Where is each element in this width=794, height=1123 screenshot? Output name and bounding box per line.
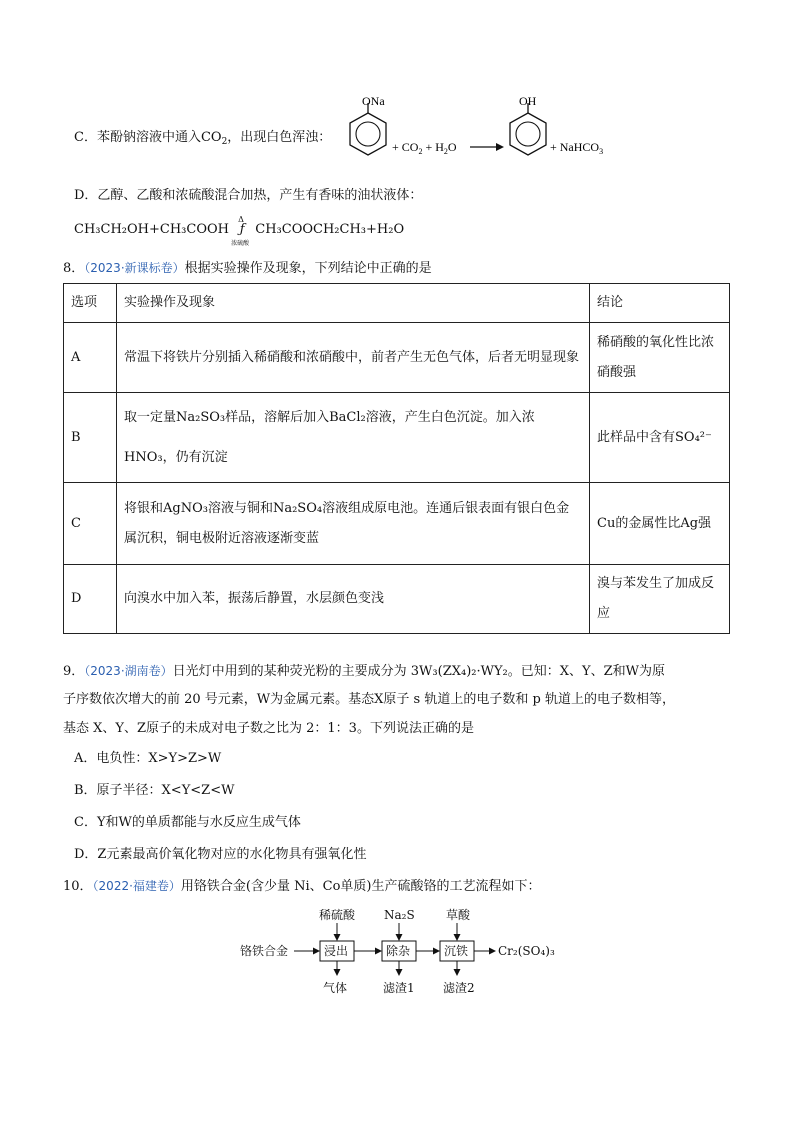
header-operation: 实验操作及现象	[117, 284, 590, 323]
row-operation: 向溴水中加入苯，振荡后静置，水层颜色变浅	[117, 565, 590, 634]
row-operation: 取一定量Na₂SO₃样品，溶解后加入BaCl₂溶液，产生白色沉淀。加入浓HNO₃，仍有沉淀	[117, 393, 590, 483]
catalyst-label: 浓硫酸	[231, 240, 250, 247]
phenoxide-reaction-diagram	[340, 95, 630, 175]
equation-middle: + $CO_2 + H_2O$	[392, 140, 457, 156]
oh-label: OH	[519, 95, 537, 108]
flow-output-1: 气体	[323, 981, 348, 995]
option-c-tail: ，出现白色浑浊：	[227, 130, 332, 145]
arrow-glyph: ƒ	[239, 222, 245, 237]
q9-option-b: B．原子半径：X<Y<Z<W	[74, 783, 235, 798]
flow-output-3: 滤渣2	[443, 981, 475, 995]
flow-step-1: 浸出	[324, 944, 349, 958]
flow-outputs-row	[319, 979, 599, 997]
table-row	[64, 565, 730, 634]
q9-option-d: D．Z元素最高价氧化物对应的水化物具有强氧化性	[74, 847, 367, 862]
question-source: （2023·新课标卷）	[84, 261, 185, 275]
row-option: D	[64, 565, 117, 634]
question-stem: 用铬铁合金(含少量 Ni、Co单质)生产硫酸铬的工艺流程如下：	[180, 879, 541, 894]
q9-stem-line1	[63, 661, 665, 682]
flow-step-3: 沉铁	[444, 944, 469, 958]
flow-product: Cr₂(SO₄)₃	[498, 944, 555, 958]
table-row	[64, 393, 730, 483]
row-option: C	[64, 483, 117, 565]
reaction-arrow	[470, 143, 504, 151]
row-conclusion: 溴与苯发生了加成反应	[590, 565, 730, 634]
flow-reagent-1: 稀硫酸	[319, 908, 356, 922]
question-number: 10．	[63, 879, 93, 894]
flow-output-2: 滤渣1	[383, 981, 415, 995]
q8-table	[63, 283, 730, 634]
q9-stem-line3: 基态 X、Y、Z原子的未成对电子数之比为 2：1：3。下列说法正确的是	[63, 721, 474, 736]
row-operation: 将银和AgNO₃溶液与铜和Na₂SO₄溶液组成原电池。连通后银表面有银白色金属沉积，铜电极附近溶液逐渐变蓝	[117, 483, 590, 565]
q7-option-c	[74, 128, 331, 152]
row-conclusion: Cu的金属性比Ag强	[590, 483, 730, 565]
table-header-row	[64, 284, 730, 323]
benzene-ring-reactant	[350, 103, 386, 155]
table-row	[64, 483, 730, 565]
benzene-ring-product	[510, 103, 546, 155]
header-conclusion: 结论	[590, 284, 730, 323]
option-c-text: C．苯酚钠溶液中通入CO	[74, 130, 222, 145]
onag-label: ONa	[362, 95, 385, 108]
equilibrium-arrow	[231, 215, 251, 247]
flow-reagent-2: Na₂S	[384, 908, 415, 922]
q7-option-d: D．乙醇、乙酸和浓硫酸混合加热，产生有香味的油状液体：	[74, 188, 423, 203]
row-operation: 常温下将铁片分别插入稀硝酸和浓硝酸中，前者产生无色气体，后者无明显现象	[117, 323, 590, 393]
q10-stem	[63, 876, 541, 897]
q8-stem	[63, 258, 432, 279]
header-option: 选项	[64, 284, 117, 323]
question-stem: 根据实验操作及现象，下列结论中正确的是	[184, 261, 432, 276]
equation-right-d: CH₃COOCH₂CH₃+H₂O	[255, 222, 405, 237]
q7-option-d-equation	[74, 215, 405, 247]
flow-reagent-3: 草酸	[446, 908, 471, 922]
question-stem: 日光灯中用到的某种荧光粉的主要成分为 3W₃(ZX₄)₂·WY₂。已知：X、Y、Z和W为原	[172, 664, 665, 679]
equation-right: + NaHCO$_3$	[550, 140, 604, 156]
q9-option-a: A．电负性：X>Y>Z>W	[74, 751, 222, 766]
row-conclusion: 此样品中含有SO₄²⁻	[590, 393, 730, 483]
table-row	[64, 323, 730, 393]
option-c-sub: 2	[221, 137, 228, 147]
q9-stem-line2: 子序数依次增大的前 20 号元素，W为金属元素。基态X原子 s 轨道上的电子数和 p 轨道上的电子数相等，	[63, 692, 675, 707]
row-option: A	[64, 323, 117, 393]
question-source: （2023·湖南卷）	[84, 664, 173, 678]
question-source: （2022·福建卷）	[92, 879, 181, 893]
flow-input: 铬铁合金	[240, 944, 289, 958]
heat-symbol: Δ	[238, 215, 244, 224]
flow-step-2: 除杂	[386, 944, 411, 958]
row-conclusion: 稀硝酸的氧化性比浓硝酸强	[590, 323, 730, 393]
question-number: 9．	[63, 664, 85, 679]
row-option: B	[64, 393, 117, 483]
question-number: 8．	[63, 261, 85, 276]
equation-left: CH₃CH₂OH+CH₃COOH	[74, 222, 229, 237]
process-flow-diagram	[235, 903, 575, 983]
q9-option-c: C．Y和W的单质都能与水反应生成气体	[74, 815, 301, 830]
